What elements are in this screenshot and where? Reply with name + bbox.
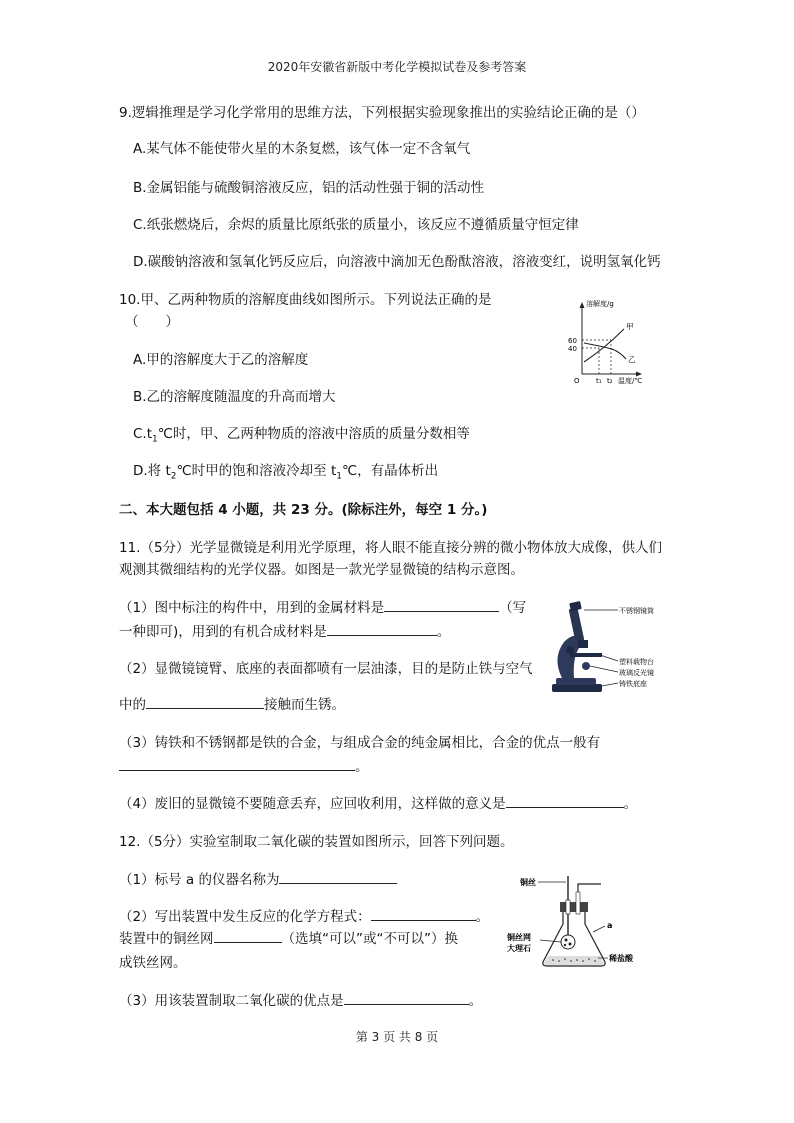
curve-yi: [584, 343, 626, 359]
graph-label-yi: 乙: [628, 355, 636, 364]
q10-stem: 10.甲、乙两种物质的溶解度曲线如图所示。下列说法正确的是: [119, 292, 492, 308]
page-header: 2020年安徽省新版中考化学模拟试卷及参考答案: [267, 60, 527, 74]
graph-tick-40: 40: [568, 345, 577, 353]
answer-blank[interactable]: [279, 869, 397, 884]
graph-t2: t₂: [607, 377, 613, 385]
label-stage: 塑料载物台: [619, 658, 654, 666]
label-copper-mesh: 铜丝网: [507, 933, 531, 942]
q12-part-2-line-3: 成铁丝网。: [119, 955, 187, 971]
section-2-title: 二、本大题包括 4 小题，共 23 分。(除标注外，每空 1 分。): [119, 502, 488, 518]
label-base: 铸铁底座: [619, 680, 647, 688]
graph-t1: t₁: [596, 377, 602, 385]
q10-option-c: $C.t_1℃$时，甲、乙两种物质的溶液中溶质的质量分数相等: [133, 426, 470, 445]
q12-part-2-line-2: 装置中的铜丝网 （选填“可以”或“不可以”）换: [119, 927, 458, 947]
microscope-stage: [570, 653, 602, 657]
answer-blank[interactable]: [119, 756, 355, 771]
q11-stem-2: 观测其微细结构的光学仪器。如图是一款光学显微镜的结构示意图。: [119, 562, 524, 578]
label-mirror: 玻璃反光镜: [619, 669, 654, 677]
answer-blank[interactable]: [506, 793, 624, 808]
q11-part-4: （4）废旧的显微镜不要随意丢弃，应回收利用，这样做的意义是 。: [119, 792, 637, 812]
graph-label-jia: 甲: [626, 322, 634, 331]
label-dilute-hcl: 稀盐酸: [609, 954, 633, 963]
q11-stem-1: 11.（5分）光学显微镜是利用光学原理，将人眼不能直接分辨的微小物体放大成像，供人们: [119, 540, 663, 556]
q12-part-1: （1）标号 a 的仪器名称为: [119, 868, 397, 888]
graph-tick-60: 60: [568, 337, 577, 345]
graph-xlabel: 温度/℃: [618, 377, 643, 385]
answer-blank[interactable]: [327, 621, 437, 636]
co2-apparatus-diagram: [505, 870, 655, 978]
q11-part-2-line-1: （2）显微镜镜臂、底座的表面都喷有一层油漆，目的是防止铁与空气: [119, 661, 533, 677]
answer-blank[interactable]: [371, 906, 476, 921]
answer-blank[interactable]: [384, 597, 499, 612]
answer-blank[interactable]: [344, 990, 469, 1005]
q9-option-c: C.纸张燃烧后，余烬的质量比原纸张的质量小，该反应不遵循质量守恒定律: [133, 217, 579, 233]
answer-blank[interactable]: [214, 928, 282, 943]
q12-part-2-line-1: （2）写出装置中发生反应的化学方程式： 。: [119, 905, 489, 925]
answer-blank[interactable]: [146, 694, 264, 709]
copper-mesh-bag: [561, 935, 575, 949]
microscope-diagram: [548, 598, 693, 694]
q11-part-3-line-1: （3）铸铁和不锈钢都是铁的合金，与组成合金的纯金属相比，合金的优点一般有: [119, 735, 601, 751]
stopper: [560, 902, 588, 912]
q12-stem: 12.（5分）实验室制取二氧化碳的装置如图所示，回答下列问题。: [119, 834, 514, 850]
q11-part-2-line-2: 中的 接触而生锈。: [119, 693, 345, 713]
label-marble: 大理石: [507, 944, 531, 953]
graph-origin: O: [574, 377, 580, 385]
q10-option-b: B.乙的溶解度随温度的升高而增大: [133, 389, 336, 405]
q10-option-a: A.甲的溶解度大于乙的溶解度: [133, 352, 309, 368]
graph-ylabel: 溶解度/g: [586, 300, 614, 308]
solubility-graph: [560, 296, 665, 386]
q11-part-1-line-2: 一种即可)，用到的有机合成材料是 。: [119, 620, 450, 640]
q9-option-a: A.某气体不能使带火星的木条复燃，该气体一定不含氧气: [133, 141, 471, 157]
q10-paren: （ ）: [125, 314, 179, 330]
label-tube: 不锈钢镜筒: [619, 607, 654, 615]
q11-part-1-line-1: （1）图中标注的构件中，用到的金属材料是 （写: [119, 596, 526, 616]
q12-part-3: （3）用该装置制取二氧化碳的优点是 。: [119, 989, 482, 1009]
q9-option-d: D.碳酸钠溶液和氢氧化钙反应后，向溶液中滴加无色酚酞溶液，溶液变红，说明氢氧化钙: [133, 254, 661, 270]
q9-stem: 9.逻辑推理是学习化学常用的思维方法，下列根据实验现象推出的实验结论正确的是（）: [119, 105, 645, 121]
page-footer: 第 3 页 共 8 页: [355, 1030, 439, 1044]
q10-option-d: D.将 $t_2℃$时甲的饱和溶液冷却至 $t_1℃$，有晶体析出: [133, 463, 439, 482]
q11-part-3-line-2: 。: [119, 755, 369, 775]
label-a: a: [607, 921, 613, 930]
curve-jia: [584, 329, 624, 362]
microscope-base: [552, 684, 602, 692]
q9-option-b: B.金属铝能与硫酸铜溶液反应，铝的活动性强于铜的活动性: [133, 180, 485, 196]
label-copper-wire: 铜丝: [520, 878, 536, 887]
